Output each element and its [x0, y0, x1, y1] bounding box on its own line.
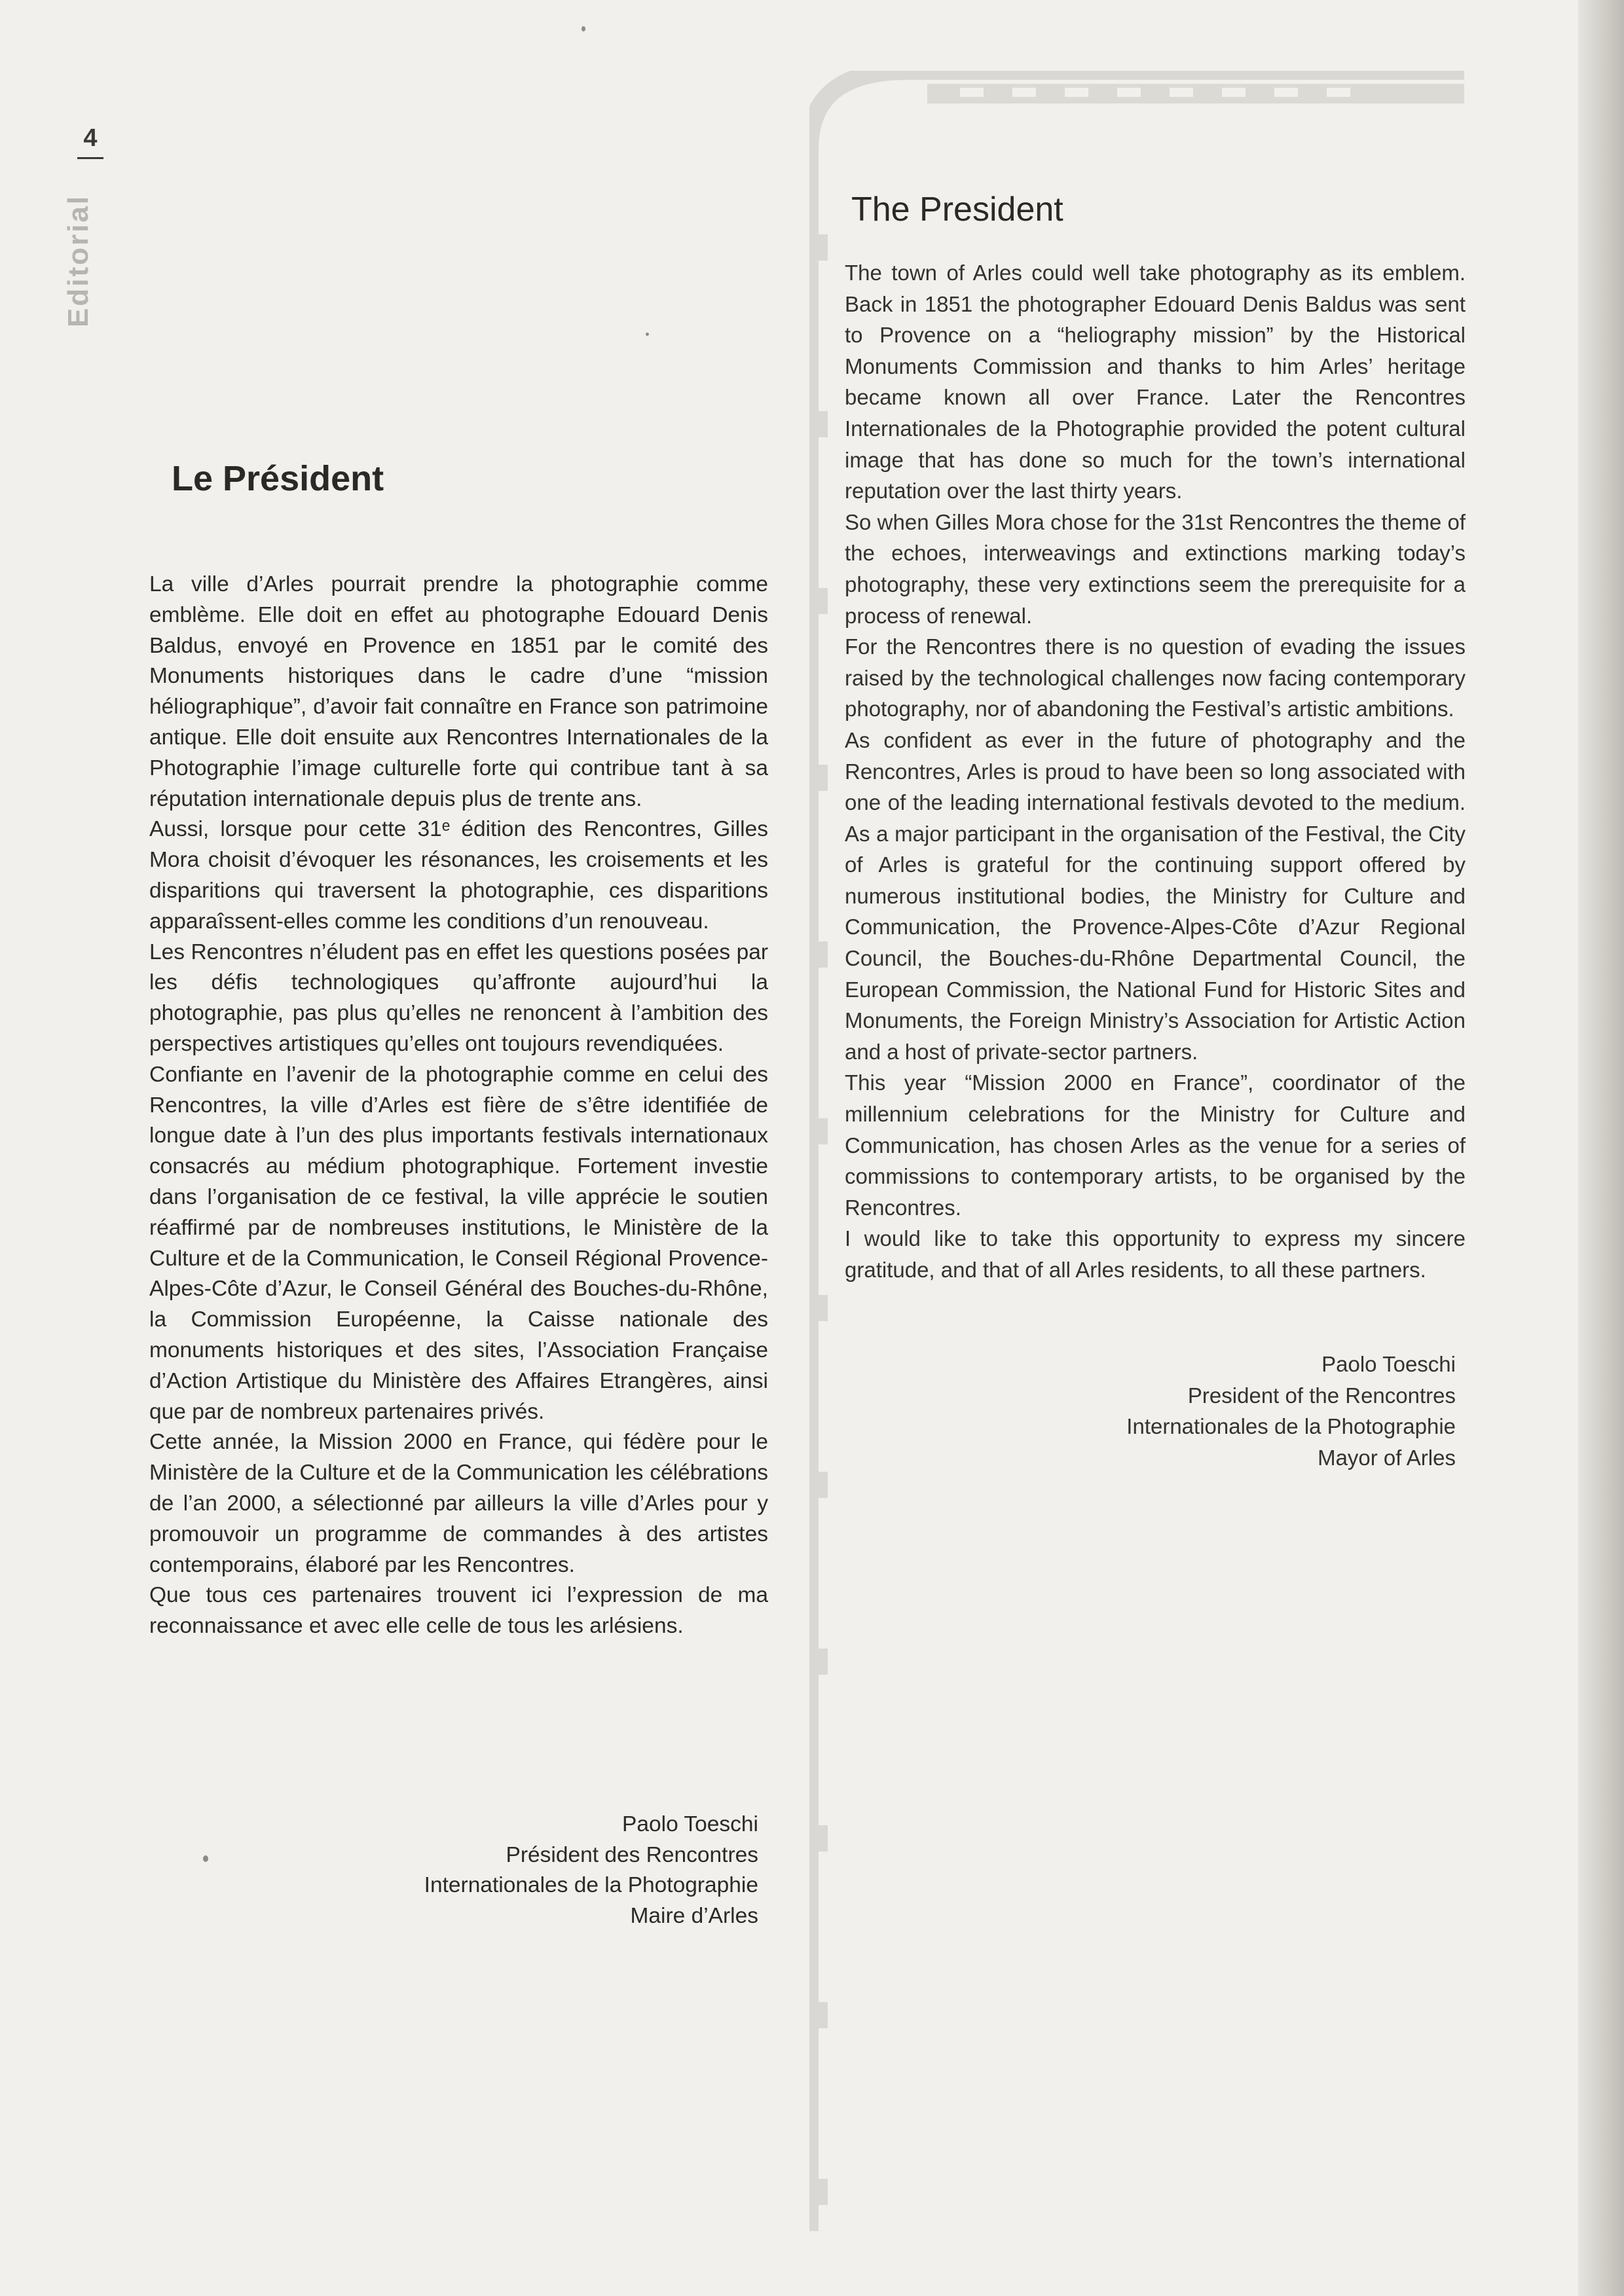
english-paragraph: The town of Arles could well take photography as its emblem. Back in 1851 the photographer Edouard Denis Baldus was sent to Provence on a “heliography mission” by the Historical Monuments Commission and thanks to him Arles’ heritage became known all over France. Later the Rencontres Internationales de la Photographie provided the potent cultural image that has done so much for the town’s international reputation over the last thirty years.	[845, 261, 1466, 503]
french-paragraph: La ville d’Arles pourrait prendre la photographie comme emblème. Elle doit en effet au photographe Edouard Denis Baldus, envoyé en Provence en 1851 par le comité des Monuments historiques dans le cadre d’une “mission héliographique”, d’avoir fait connaître en France son patrimoine antique. Elle doit ensuite aux Rencontres Internationales de la Photographie l’image culturelle forte qui contribue tant à sa réputation internationale depuis plus de trente ans.	[149, 572, 768, 811]
english-paragraph: As confident as ever in the future of photography and the Rencontres, Arles is proud to have been so long associated with one of the leading international festivals devoted to the medium. As a major participant in the organisation of the Festival, the City of Arles is grateful for the continuing support offered by numerous institutional bodies, the Ministry for Culture and Communication, the Provence-Alpes-Côte d’Azur Regional Council, the Bouches-du-Rhône Departmental Council, the European Commission, the National Fund for Historic Sites and Monuments, the Foreign Ministry’s Association for Artistic Action and a host of private-sector partners.	[845, 727, 1466, 1064]
signature-name: Paolo Toeschi	[1321, 1352, 1456, 1376]
french-body	[149, 570, 768, 1642]
french-paragraph: Que tous ces partenaires trouvent ici l’expression de ma reconnaissance et avec elle celle de tous les arlésiens.	[149, 1583, 768, 1639]
french-title: Le Président	[172, 459, 384, 498]
signature-line: President of the Rencontres	[1187, 1383, 1456, 1408]
signature-line: Mayor of Arles	[1318, 1445, 1456, 1470]
scan-speck	[646, 333, 649, 336]
english-body	[845, 257, 1466, 1286]
english-paragraph: This year “Mission 2000 en France”, coordinator of the millennium celebrations for the Ministry for Culture and Communication, has chosen Arles as the venue for a series of commissions to contemporary artists, to be organised by the Rencontres.	[845, 1070, 1466, 1220]
english-paragraph: For the Rencontres there is no question of evading the issues raised by the technological challenges now facing contemporary photography, nor of abandoning the Festival’s artistic ambitions.	[845, 634, 1466, 721]
scan-speck	[203, 1855, 208, 1862]
french-signature	[367, 1810, 758, 1931]
signature-name: Paolo Toeschi	[622, 1812, 758, 1836]
english-signature	[1048, 1349, 1456, 1473]
signature-line: Internationales de la Photographie	[1126, 1414, 1456, 1438]
page-edge-shadow	[1578, 0, 1624, 2296]
french-paragraph: Aussi, lorsque pour cette 31ᵉ édition des Rencontres, Gilles Mora choisit d’évoquer les résonances, les croisements et les disparitions qui traversent la photographie, ces disparitions apparaîssent-elles comme les conditions d’un renouveau.	[149, 817, 768, 934]
english-paragraph: I would like to take this opportunity to express my sincere gratitude, and that of all Arles residents, to all these partners.	[845, 1226, 1466, 1282]
french-paragraph: Les Rencontres n’éludent pas en effet les questions posées par les défis technologiques qu’affronte aujourd’hui la photographie, pas plus qu’elles ne renoncent à l’ambition des perspectives artistiques qu’elles ont toujours revendiquées.	[149, 939, 768, 1056]
english-title: The President	[851, 191, 1063, 228]
french-paragraph: Cette année, la Mission 2000 en France, qui fédère pour le Ministère de la Culture et de la Communication les célébrations de l’an 2000, a sélectionné par ailleurs la ville d’Arles pour y promouvoir un programme de commandes à des artistes contemporains, élaboré par les Rencontres.	[149, 1430, 768, 1577]
signature-line: Internationales de la Photographie	[424, 1873, 758, 1897]
section-label: Editorial	[62, 194, 94, 327]
signature-line: Président des Rencontres	[506, 1842, 758, 1867]
french-paragraph: Confiante en l’avenir de la photographie comme en celui des Rencontres, la ville d’Arles est fière de s’être identifiée de longue date à l’un des plus importants festivals internationaux consacrés au médium photographique. Fortement investie dans l’organisation de ce festival, la ville apprécie le soutien réaffirmé par de nombreuses institutions, le Ministère de la Culture et de la Communication, le Conseil Régional Provence-Alpes-Côte d’Azur, le Conseil Général des Bouches-du-Rhône, la Commission Européenne, la Caisse nationale des monuments historiques et des sites, l’Association Française d’Action Artistique du Ministère des Affaires Etrangères, ainsi que par de nombreux partenaires privés.	[149, 1062, 768, 1424]
signature-line: Maire d’Arles	[630, 1903, 758, 1928]
page-number: 4	[77, 124, 103, 159]
english-paragraph: So when Gilles Mora chose for the 31st Rencontres the theme of the echoes, interweavings and extinctions marking today’s photography, these very extinctions seem the prerequisite for a process of renewal.	[845, 509, 1466, 628]
scan-speck	[581, 26, 585, 31]
